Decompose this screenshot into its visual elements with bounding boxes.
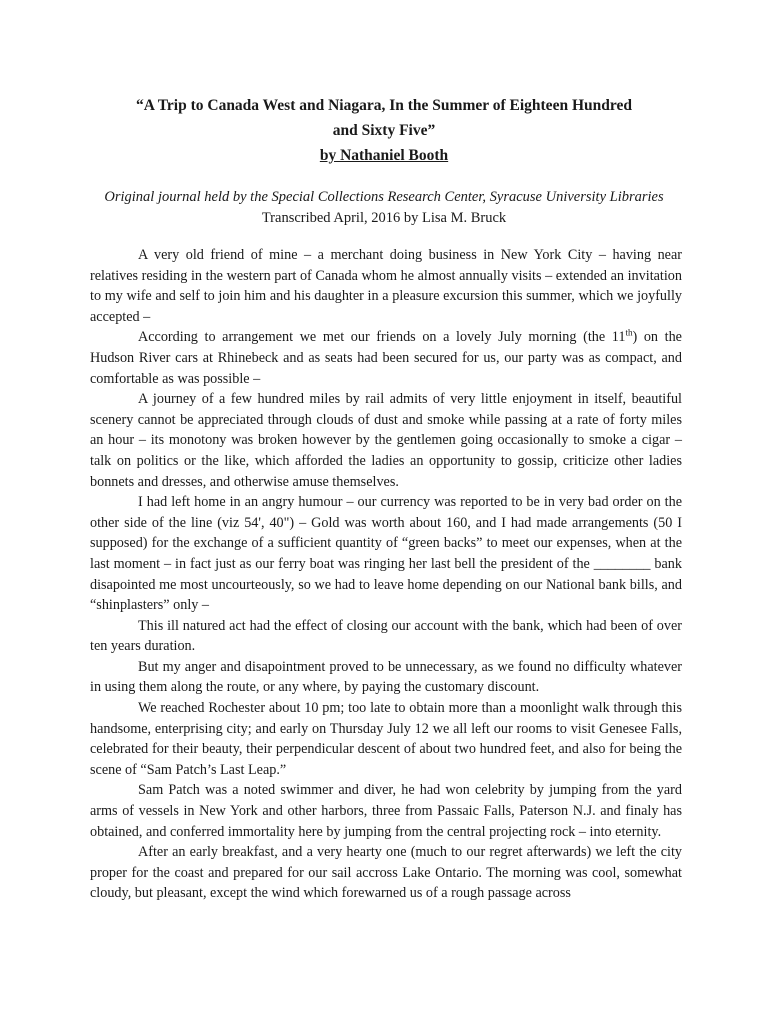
source-note	[60, 187, 708, 229]
paragraph: Sam Patch was a noted swimmer and diver, he had won celebrity by jumping from the yard arms of vessels in New York and other harbors, three from Passaic Falls, Paterson N.J. and finaly has obtained, and conferred immortality here by jumping from the central projecting rock – into eternity.	[90, 782, 682, 840]
paragraph: A journey of a few hundred miles by rail admits of very little enjoyment in itself, beautiful scenery cannot be appreciated through clouds of dust and smoke while passing at a rate of forty miles an hour – its monotony was broken however by the gentlemen going occasionally to smoke a cigar – talk on politics or the like, which afforded the ladies an opportunity to gossip, criticize other ladies bonnets and dresses, and otherwise amuse themselves.	[90, 391, 682, 490]
document-title	[80, 93, 688, 168]
paragraph: A very old friend of mine – a merchant doing business in New York City – having near relatives residing in the western part of Canada whom he almost annually visits – extended an invitation to my wife and self to join him and his daughter in a pleasure excursion this summer, which we joyfully accepted –	[90, 247, 682, 325]
paragraph: I had left home in an angry humour – our currency was reported to be in very bad order on the other side of the line (viz 54', 40") – Gold was worth about 160, and I had made arrangements (50 I supposed) for the exchange of a sufficient quantity of “green backs” to meet our expenses, when at the last moment – in fact just as our ferry boat was ringing her last bell the president of the ________ bank disapointed me most uncourteously, so we had to leave home depending on our National bank bills, and “shinplasters” only –	[90, 494, 682, 614]
ordinal-superscript: th	[625, 327, 633, 338]
holder-note: Original journal held by the Special Collections Research Center, Syracuse University Libraries	[104, 189, 664, 205]
paragraph: But my anger and disapointment proved to be unnecessary, as we found no difficulty whatever in using them along the route, or any where, by paying the customary discount.	[90, 658, 682, 696]
paragraph-text: ) on the Hudson River cars at Rhinebeck and as seats had been secured for us, our party was as compact, and comfortable as was possible –	[90, 329, 682, 387]
title-line-1: “A Trip to Canada West and Niagara, In the Summer of Eighteen Hundred	[136, 97, 632, 114]
journal-body	[90, 245, 682, 904]
title-line-2: and Sixty Five”	[332, 122, 436, 139]
transcription-note: Transcribed April, 2016 by Lisa M. Bruck	[261, 210, 507, 226]
paragraph-text: According to arrangement we met our friends on a lovely July morning (the 11	[138, 329, 626, 346]
paragraph: This ill natured act had the effect of closing our account with the bank, which had been of over ten years duration.	[90, 617, 682, 655]
paragraph	[90, 327, 682, 389]
paragraph: After an early breakfast, and a very hearty one (much to our regret afterwards) we left the city proper for the coast and prepared for our sail accross Lake Ontario. The morning was cool, somewhat cloudy, but pleasant, except the wind which forewarned us of a rough passage across	[90, 844, 682, 902]
author-byline: by Nathaniel Booth	[319, 147, 449, 164]
paragraph: We reached Rochester about 10 pm; too late to obtain more than a moonlight walk through this handsome, enterprising city; and early on Thursday July 12 we all left our rooms to visit Genesee Falls, celebrated for their beauty, their perpendicular descent of about two hundred feet, and also for being the scene of “Sam Patch’s Last Leap.”	[90, 700, 682, 778]
